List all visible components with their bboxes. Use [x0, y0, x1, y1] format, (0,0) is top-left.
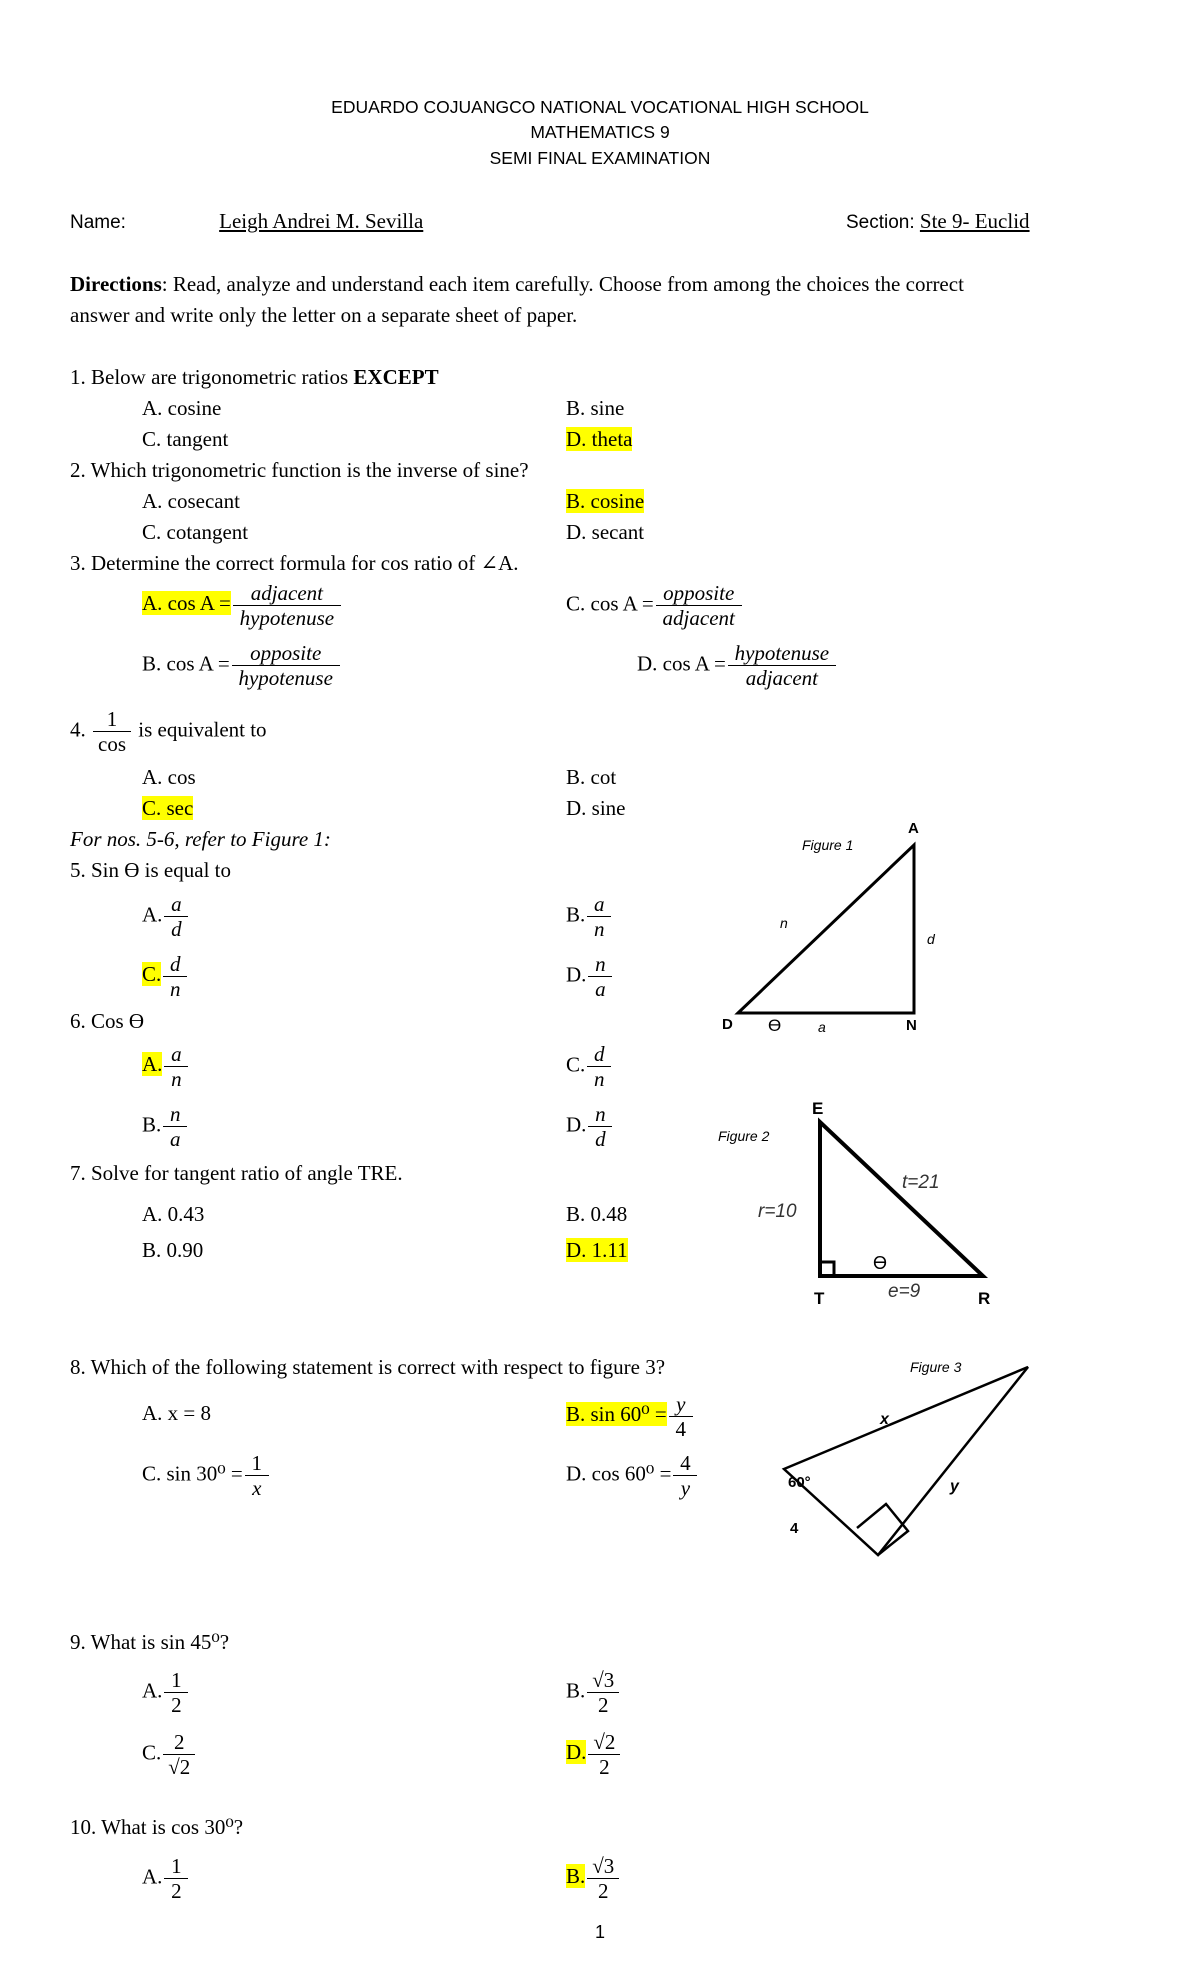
figure-2-side-t: t=21: [902, 1172, 940, 1193]
q8-c-label: C. sin 30⁰ =: [142, 1461, 243, 1486]
q1-option-d: D. theta: [566, 427, 633, 451]
figure-2-side-r: r=10: [758, 1201, 797, 1222]
q3-d-numerator: hypotenuse: [728, 641, 836, 666]
q8-option-d: [566, 1451, 699, 1500]
q5-a-numerator: a: [164, 892, 188, 917]
q5-c-label: C.: [142, 962, 162, 987]
q7-stem: 7. Solve for tangent ratio of angle TRE.: [70, 1161, 403, 1185]
figure-1-vertex-a: A: [908, 820, 919, 837]
directions-line-1: [70, 271, 964, 297]
figure-3-side-4: 4: [790, 1520, 799, 1537]
q10-a-numerator: 1: [164, 1854, 188, 1879]
figure-2: [710, 1085, 1010, 1315]
q8-option-b: [566, 1392, 695, 1441]
q2-option-c: C. cotangent: [142, 520, 249, 544]
q9-c-denominator: √2: [168, 1755, 191, 1779]
q5-stem: 5. Sin ϴ is equal to: [70, 858, 231, 882]
figure-3-angle-60: 60°: [788, 1474, 811, 1491]
figure-2-theta: ϴ: [873, 1253, 888, 1273]
figure-1-triangle: [738, 845, 914, 1013]
directions-line-2: answer and write only the letter on a separate sheet of paper.: [70, 303, 578, 327]
figure-3-title: Figure 3: [910, 1359, 962, 1375]
figure-3: [760, 1345, 1060, 1570]
q9-d-label: D.: [566, 1740, 587, 1765]
name-value: Leigh Andrei M. Sevilla: [219, 209, 424, 233]
figure-3-side-x: x: [880, 1411, 889, 1428]
q7-option-d: D. 1.11: [566, 1238, 628, 1262]
directions-text-1: : Read, analyze and understand each item carefully. Choose from among the choices the correct: [161, 272, 964, 296]
q8-d-denominator: y: [680, 1476, 691, 1500]
q9-d-denominator: 2: [599, 1755, 610, 1779]
q7-option-c: B. 0.90: [142, 1238, 204, 1262]
q5-d-denominator: a: [595, 977, 606, 1001]
section-row: [846, 208, 1030, 236]
q1-option-b: B. sine: [566, 396, 625, 420]
q4-option-c: C. sec: [142, 796, 194, 820]
q6-c-numerator: d: [587, 1042, 611, 1067]
exam-title: SEMI FINAL EXAMINATION: [489, 148, 711, 168]
q5-c-numerator: d: [163, 952, 187, 977]
q3-c-label: C. cos A =: [566, 591, 654, 616]
figure-1: [700, 815, 960, 1045]
q9-c-numerator: 2: [163, 1730, 195, 1755]
q5-d-numerator: n: [588, 952, 612, 977]
q1-stem-text: 1. Below are trigonometric ratios: [70, 365, 354, 389]
q3-d-denominator: adjacent: [745, 666, 819, 690]
figure-1-theta: ϴ: [768, 1016, 782, 1035]
q3-d-label: D. cos A =: [637, 651, 726, 676]
page-number: 1: [594, 1922, 605, 1942]
figure-2-vertex-t: T: [814, 1289, 825, 1308]
q9-option-b: [566, 1668, 621, 1717]
figure-2-title: Figure 2: [718, 1128, 770, 1144]
q1-option-c: C. tangent: [142, 427, 229, 451]
q8-c-numerator: 1: [245, 1451, 269, 1476]
q1-emphasis: EXCEPT: [353, 365, 439, 389]
q4-stem: [70, 707, 267, 756]
figure-2-vertex-e: E: [812, 1099, 824, 1118]
q5-d-label: D.: [566, 962, 587, 987]
figure-1-vertex-d: D: [722, 1016, 733, 1033]
q9-d-numerator: √2: [588, 1730, 620, 1755]
q3-c-numerator: opposite: [656, 581, 742, 606]
q3-c-denominator: adjacent: [662, 606, 735, 630]
q6-a-numerator: a: [164, 1042, 188, 1067]
q8-c-denominator: x: [252, 1476, 262, 1500]
section-label: Section:: [846, 212, 915, 233]
q4-option-d: D. sine: [566, 796, 626, 820]
q6-option-d: [566, 1102, 614, 1151]
q4-option-b: B. cot: [566, 765, 617, 789]
q6-b-numerator: n: [163, 1102, 187, 1127]
q8-b-label: B. sin 60⁰ =: [566, 1402, 667, 1427]
q3-option-d: [637, 641, 838, 690]
figure-2-triangle: [820, 1122, 983, 1276]
q2-option-a: A. cosecant: [142, 489, 240, 513]
figure-2-vertex-r: R: [978, 1289, 991, 1308]
q4-number: 4.: [70, 717, 86, 742]
figure-2-right-angle: [820, 1262, 834, 1276]
q9-option-c: [142, 1730, 197, 1779]
q4-denominator: cos: [98, 732, 126, 756]
school-name: EDUARDO COJUANGCO NATIONAL VOCATIONAL HIGH SCHOOL: [331, 97, 869, 117]
q9-option-a: [142, 1668, 190, 1717]
q3-b-denominator: hypotenuse: [238, 666, 333, 690]
q5-b-label: B.: [566, 902, 586, 927]
q10-b-label: B.: [566, 1864, 586, 1889]
q10-b-numerator: √3: [587, 1854, 619, 1879]
q5-option-d: [566, 952, 614, 1001]
q6-c-label: C.: [566, 1052, 586, 1077]
q9-a-numerator: 1: [164, 1668, 188, 1693]
figure-3-right-angle: [857, 1504, 908, 1555]
q3-option-b: [142, 641, 342, 690]
q6-a-denominator: n: [171, 1067, 182, 1091]
figure-1-side-n: n: [780, 915, 788, 931]
q10-a-label: A.: [142, 1864, 163, 1889]
q8-d-label: D. cos 60⁰ =: [566, 1461, 672, 1486]
subject-title: MATHEMATICS 9: [530, 122, 670, 142]
q7-option-b: B. 0.48: [566, 1202, 628, 1226]
q6-b-denominator: a: [170, 1127, 181, 1151]
q9-a-label: A.: [142, 1678, 163, 1703]
q3-b-label: B. cos A =: [142, 651, 230, 676]
q8-option-a: A. x = 8: [142, 1401, 212, 1425]
q8-b-denominator: 4: [675, 1417, 687, 1441]
refer-figure-1: For nos. 5-6, refer to Figure 1:: [70, 827, 331, 851]
q4-option-a: A. cos: [142, 765, 196, 789]
figure-1-side-d: d: [927, 931, 935, 947]
q6-a-label: A.: [142, 1052, 163, 1077]
q6-option-a: [142, 1042, 190, 1091]
q10-a-denominator: 2: [171, 1879, 182, 1903]
q10-option-a: [142, 1854, 190, 1903]
q6-option-c: [566, 1042, 613, 1091]
q5-c-denominator: n: [170, 977, 181, 1001]
q8-d-numerator: 4: [673, 1451, 697, 1476]
q7-option-a: A. 0.43: [142, 1202, 205, 1226]
figure-3-side-y: y: [950, 1478, 959, 1495]
q6-d-numerator: n: [588, 1102, 612, 1127]
q2-stem: 2. Which trigonometric function is the inverse of sine?: [70, 458, 529, 482]
q10-option-b: [566, 1854, 621, 1903]
q6-b-label: B.: [142, 1112, 162, 1137]
q1-option-a: A. cosine: [142, 396, 222, 420]
figure-1-title: Figure 1: [802, 837, 854, 853]
figure-1-vertex-n: N: [906, 1017, 917, 1034]
q3-b-numerator: opposite: [232, 641, 340, 666]
q5-option-a: [142, 892, 190, 941]
q5-option-c: [142, 952, 189, 1001]
section-value: Ste 9- Euclid: [919, 209, 1030, 233]
q8-stem: 8. Which of the following statement is correct with respect to figure 3?: [70, 1355, 666, 1379]
q6-c-denominator: n: [594, 1067, 605, 1091]
figure-1-side-a: a: [818, 1019, 826, 1035]
q9-b-label: B.: [566, 1678, 586, 1703]
q9-a-denominator: 2: [171, 1693, 182, 1717]
q8-option-c: [142, 1451, 271, 1500]
q5-option-b: [566, 892, 613, 941]
q3-stem: 3. Determine the correct formula for cos ratio of ∠A.: [70, 551, 519, 575]
q1-stem: [70, 364, 439, 390]
q2-option-b: B. cosine: [566, 489, 645, 513]
name-row: [70, 208, 511, 236]
q9-b-numerator: √3: [587, 1668, 619, 1693]
q2-option-d: D. secant: [566, 520, 645, 544]
q9-b-denominator: 2: [598, 1693, 609, 1717]
q6-stem: 6. Cos ϴ: [70, 1009, 145, 1033]
q10-b-denominator: 2: [598, 1879, 609, 1903]
q9-stem: 9. What is sin 45⁰?: [70, 1630, 230, 1654]
q3-a-label: A. cos A =: [142, 591, 231, 616]
q9-option-d: [566, 1730, 622, 1779]
q6-d-label: D.: [566, 1112, 587, 1137]
q5-a-denominator: d: [171, 917, 182, 941]
q4-stem-text: is equivalent to: [138, 717, 267, 742]
q10-stem: 10. What is cos 30⁰?: [70, 1815, 244, 1839]
directions-label: Directions: [70, 272, 162, 296]
q3-option-a: [142, 581, 343, 630]
q5-a-label: A.: [142, 902, 163, 927]
name-label: Name:: [70, 212, 126, 233]
q5-b-numerator: a: [587, 892, 611, 917]
q3-a-numerator: adjacent: [233, 581, 341, 606]
q6-option-b: [142, 1102, 189, 1151]
q3-a-denominator: hypotenuse: [239, 606, 335, 630]
q3-option-c: [566, 581, 744, 630]
q8-b-numerator: y: [669, 1392, 693, 1417]
q5-b-denominator: n: [594, 917, 605, 941]
q9-c-label: C.: [142, 1740, 162, 1765]
q6-d-denominator: d: [595, 1127, 606, 1151]
q4-numerator: 1: [93, 707, 131, 732]
figure-2-side-e: e=9: [888, 1281, 921, 1302]
